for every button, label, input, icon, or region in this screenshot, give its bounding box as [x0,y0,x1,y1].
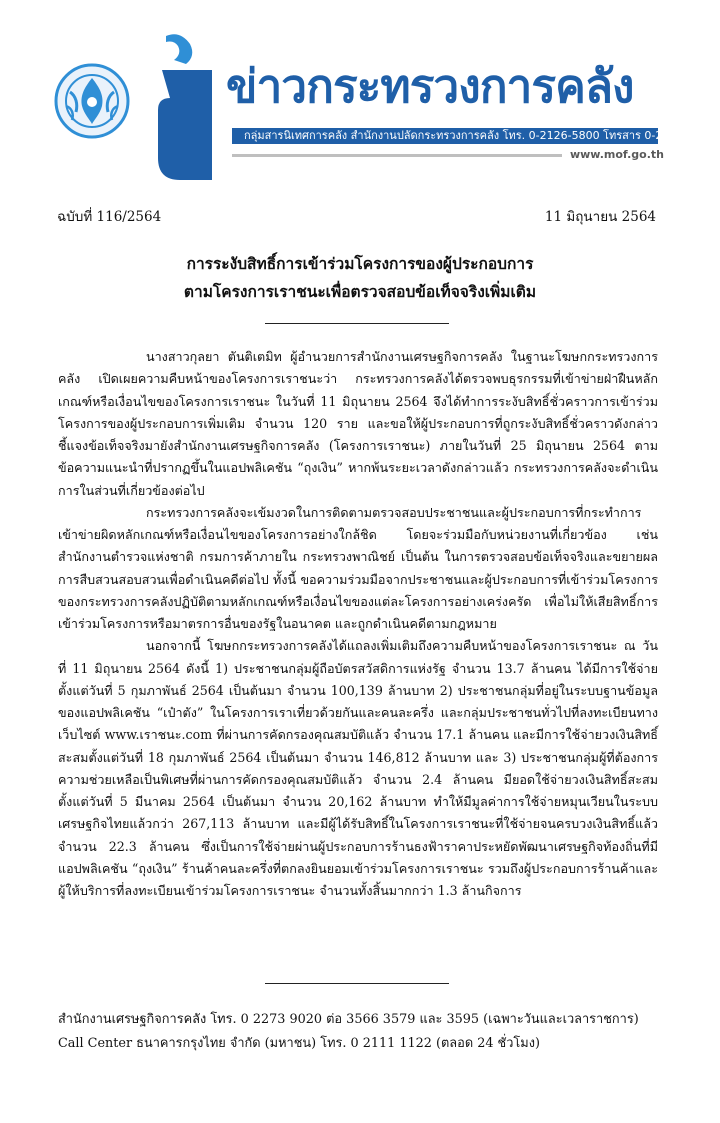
headline-line-2: ตามโครงการเราชนะเพื่อตรวจสอบข้อเท็จจริงเพิ่มเติม [183,282,537,301]
ministry-emblem-icon [52,62,132,140]
issue-date: 11 มิถุนายน 2564 [544,209,656,225]
website-link[interactable]: www.mof.go.th [569,148,664,161]
footer-contact-1: สำนักงานเศรษฐกิจการคลัง โทร. 0 2273 9020 ต่อ 3566 3579 และ 3595 (เฉพาะวันและเวลาราชการ) [58,1012,639,1027]
header-banner [0,0,720,180]
headline [0,250,720,306]
article-body [58,346,658,902]
headline-line-1: การระงับสิทธิ์การเข้าร่วมโครงการของผู้ประกอบการ [186,254,534,273]
body-paragraph-2: กระทรวงการคลังจะเข้มงวดในการติดตามตรวจสอบประชาชนและผู้ประกอบการที่กระทำการเข้าข่ายผิดหลักเกณฑ์หรือเงื่อนไขของโครงการอย่างใกล้ชิด โดยจะร่วมมือกับหน่วยงานที่เกี่ยวข้อง เช่น สำนักงานตำรวจแห่งชาติ กรมการค้าภายใน กระทรวงพาณิชย์ เป็นต้น ในการตรวจสอบข้อเท็จจริงและขยายผลการสืบสวนสอบสวนเพื่อดำเนินคดีต่อไป ทั้งนี้ ขอความร่วมมือจากประชาชนและผู้ประกอบการที่เข้าร่วมโครงการของกระทรวงการคลังปฏิบัติตามหลักเกณฑ์หรือเงื่อนไขของแต่ละโครงการอย่างเคร่งครัด เพื่อไม่ให้เสียสิทธิ์การเข้าร่วมโครงการหรือมาตรการอื่นของรัฐในอนาคต และถูกดำเนินคดีตามกฎหมาย [58,504,658,631]
newsletter-title: ข่าวกระทรวงการคลัง [226,59,634,113]
footer-contact-2: Call Center ธนาคารกรุงไทย จำกัด (มหาชน) โทร. 0 2111 1122 (ตลอด 24 ชั่วโมง) [58,1036,540,1051]
contact-line: กลุ่มสารนิเทศการคลัง สำนักงานปลัดกระทรวงการคลัง โทร. 0-2126-5800 โทรสาร 0-2273-9763 [232,128,658,144]
body-paragraph-3: นอกจากนี้ โฆษกกระทรวงการคลังได้แถลงเพิ่มเติมถึงความคืบหน้าของโครงการเราชนะ ณ วันที่ 11 มิถุนายน 2564 ดังนี้ 1) ประชาชนกลุ่มผู้ถือบัตรสวัสดิการแห่งรัฐ จำนวน 13.7 ล้านคน ได้มีการใช้จ่ายตั้งแต่วันที่ 5 กุมภาพันธ์ 2564 เป็นต้นมา จำนวน 100,139 ล้านบาท 2) ประชาชนกลุ่มที่อยู่ในระบบฐานข้อมูลของแอปพลิเคชัน “เป๋าตัง” ในโครงการเราเที่ยวด้วยกันและคนละครึ่ง และกลุ่มประชาชนทั่วไปที่ลงทะเบียนทางเว็บไซต์ www.เราชนะ.com ที่ผ่านการคัดกรองคุณสมบัติแล้ว จำนวน 17.1 ล้านคน และมีการใช้จ่ายวงเงินสิทธิ์สะสมตั้งแต่วันที่ 18 กุมภาพันธ์ 2564 เป็นต้นมา จำนวน 146,812 ล้านบาท และ 3) ประชาชนกลุ่มผู้ที่ต้องการความช่วยเหลือเป็นพิเศษที่ผ่านการคัดกรองคุณสมบัติแล้ว จำนวน 2.4 ล้านคน มียอดใช้จ่ายวงเงินสิทธิ์สะสมตั้งแต่วันที่ 5 มีนาคม 2564 เป็นต้นมา จำนวน 20,162 ล้านบาท ทำให้มีมูลค่าการใช้จ่ายหมุนเวียนในระบบเศรษฐกิจไทยแล้วกว่า 267,113 ล้านบาท และมีผู้ได้รับสิทธิ์ในโครงการเราชนะที่ใช้จ่ายจนครบวงเงินสิทธิ์แล้ว จำนวน 22.3 ล้านคน ซึ่งเป็นการใช้จ่ายผ่านผู้ประกอบการร้านธงฟ้าราคาประหยัดพัฒนาเศรษฐกิจท้องถิ่นที่มีแอปพลิเคชัน “ถุงเงิน” ร้านค้าคนละครึ่งที่ตกลงยินยอมเข้าร่วมโครงการเราชนะ รวมถึงผู้ประกอบการร้านค้าและผู้ให้บริการที่ลงทะเบียนเข้าร่วมโครงการเราชนะ จำนวนทั้งสิ้นมากกว่า 1.3 ล้านกิจการ [58,638,658,898]
body-paragraph-1: นางสาวกุลยา ตันติเตมิท ผู้อำนวยการสำนักงานเศรษฐกิจการคลัง ในฐานะโฆษกกระทรวงการคลัง เปิดเผยความคืบหน้าของโครงการเราชนะว่า กระทรวงการคลังได้ตรวจพบธุรกรรมที่เข้าข่ายฝ่าฝืนหลักเกณฑ์หรือเงื่อนไขของโครงการเราชนะ ในวันที่ 11 มิถุนายน 2564 จึงได้ทำการระงับสิทธิ์ชั่วคราวการเข้าร่วมโครงการของผู้ประกอบการเพิ่มเติม จำนวน 120 ราย และขอให้ผู้ประกอบการที่ถูกระงับสิทธิ์ชั่วคราวดังกล่าวชี้แจงข้อเท็จจริงมายังสำนักงานเศรษฐกิจการคลัง (โครงการเราชนะ) ภายในวันที่ 25 มิถุนายน 2564 ตามข้อความแนะนำที่ปรากฏขึ้นในแอปพลิเคชัน “ถุงเงิน” หากพ้นระยะเวลาดังกล่าวแล้ว กระทรวงการคลังจะดำเนินการในส่วนที่เกี่ยวข้องต่อไป [58,349,658,498]
footer-divider [265,983,449,984]
headline-divider [265,323,449,324]
issue-number: ฉบับที่ 116/2564 [57,209,162,225]
